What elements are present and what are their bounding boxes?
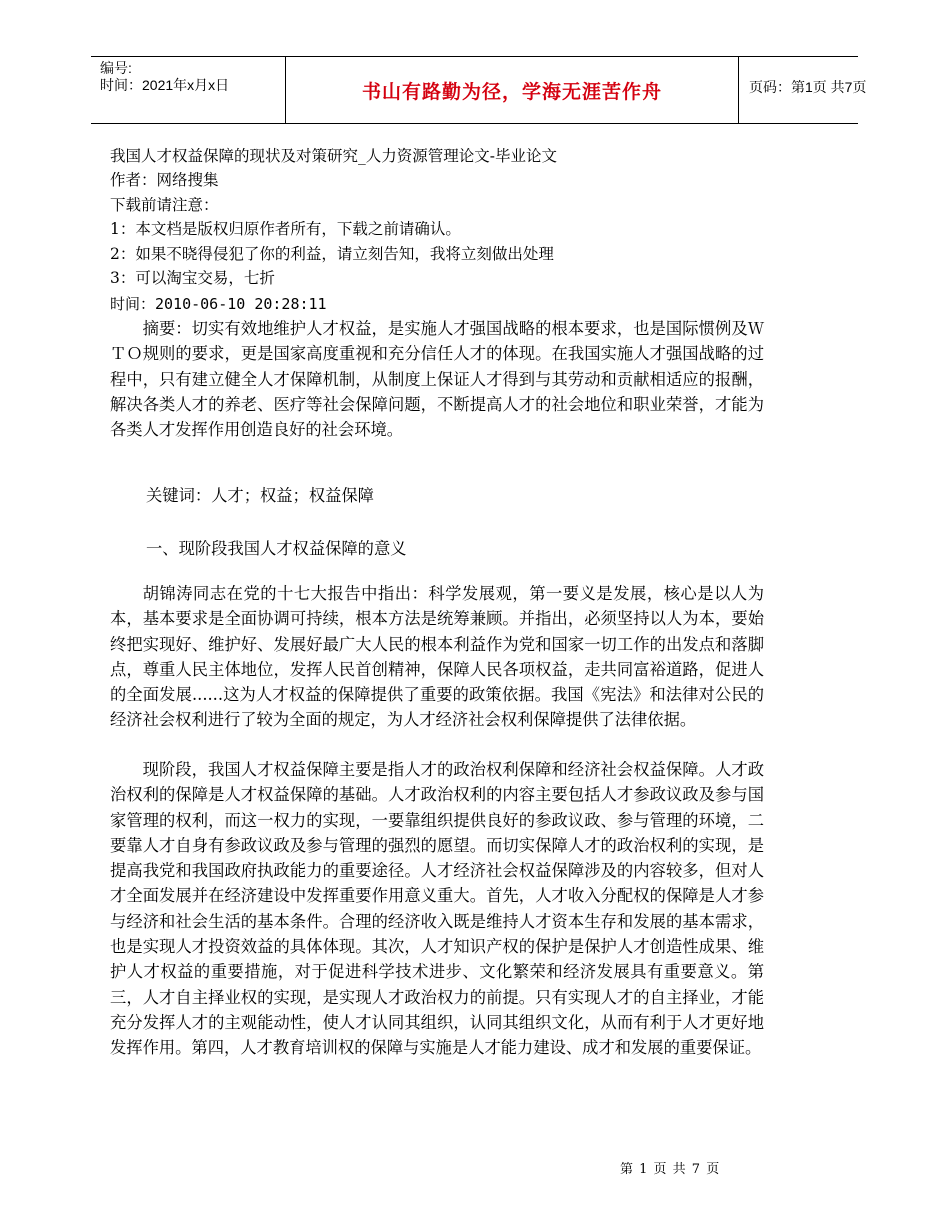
page-indicator: 页码：第1页 共7页	[749, 79, 867, 95]
header-left-cell	[91, 57, 285, 123]
keywords-line: 关键词：人才；权益；权益保障	[146, 486, 374, 505]
header-table	[91, 56, 867, 124]
motto-text: 书山有路勤为径，学海无涯苦作舟	[361, 81, 662, 103]
doc-number-label: 编号:	[100, 60, 132, 76]
notice-item-2: 2：如果不晓得侵犯了你的利益，请立刻告知，我将立刻做出处理	[110, 245, 554, 263]
header-motto-cell	[285, 57, 739, 123]
notice-item-1: 1：本文档是版权归原作者所有，下载之前请确认。	[110, 220, 461, 238]
doc-time-label: 时间：2021年x月x日	[100, 77, 230, 93]
abstract-paragraph: 摘要：切实有效地维护人才权益，是实施人才强国战略的根本要求，也是国际惯例及ＷＴＯ规则的要求，更是国家高度重视和充分信任人才的体现。在我国实施人才强国战略的过程中，只有建立健全人才保障机制，从制度上保证人才得到与其劳动和贡献相适应的报酬，解决各类人才的养老、医疗等社会保障问题，不断提高人才的社会地位和职业荣誉，才能为各类人才发挥作用创造良好的社会环境。	[110, 319, 764, 440]
header-page-cell	[739, 57, 867, 123]
body-paragraph-2: 现阶段，我国人才权益保障主要是指人才的政治权利保障和经济社会权益保障。人才政治权利的保障是人才权益保障的基础。人才政治权利的内容主要包括人才参政议政及参与国家管理的权利，而这一权力的实现，一要靠组织提供良好的参政议政、参与管理的环境，二要靠人才自身有参政议政及参与管理的强烈的愿望。而切实保障人才的政治权利的实现，是提高我党和我国政府执政能力的重要途径。人才经济社会权益保障涉及的内容较多，但对人才全面发展并在经济建设中发挥重要作用意义重大。首先，人才收入分配权的保障是人才参与经济和社会生活的基本条件。合理的经济收入既是维持人才资本生存和发展的基本需求，也是实现人才投资效益的具体体现。其次，人才知识产权的保护是保护人才创造性成果、维护人才权益的重要措施，对于促进科学技术进步、文化繁荣和经济发展具有重要意义。第三，人才自主择业权的实现，是实现人才政治权力的前提。只有实现人才的自主择业，才能充分发挥人才的主观能动性，使人才认同其组织，认同其组织文化，从而有利于人才更好地发挥作用。第四，人才教育培训权的保障与实施是人才能力建设、成才和发展的重要保证。	[110, 760, 764, 1058]
document-title: 我国人才权益保障的现状及对策研究_人力资源管理论文-毕业论文	[110, 147, 557, 165]
page-footer: 第 1 页 共 7 页	[620, 1162, 721, 1177]
notice-heading: 下载前请注意：	[110, 196, 219, 214]
notice-item-3: 3：可以淘宝交易，七折	[110, 269, 275, 287]
body-paragraph-1: 胡锦涛同志在党的十七大报告中指出：科学发展观，第一要义是发展，核心是以人为本，基本要求是全面协调可持续，根本方法是统筹兼顾。并指出，必须坚持以人为本，要始终把实现好、维护好、发展好最广大人民的根本利益作为党和国家一切工作的出发点和落脚点，尊重人民主体地位，发挥人民首创精神，保障人民各项权益，走共同富裕道路，促进人的全面发展......这为人才权益的保障提供了重要的政策依据。我国《宪法》和法律对公民的经济社会权利进行了较为全面的规定，为人才经济社会权利保障提供了法律依据。	[110, 584, 764, 730]
timestamp-line: 时间：2010-06-10 20:28:11	[110, 295, 327, 313]
section-heading: 一、现阶段我国人才权益保障的意义	[146, 539, 407, 558]
author-line: 作者：网络搜集	[110, 171, 219, 189]
